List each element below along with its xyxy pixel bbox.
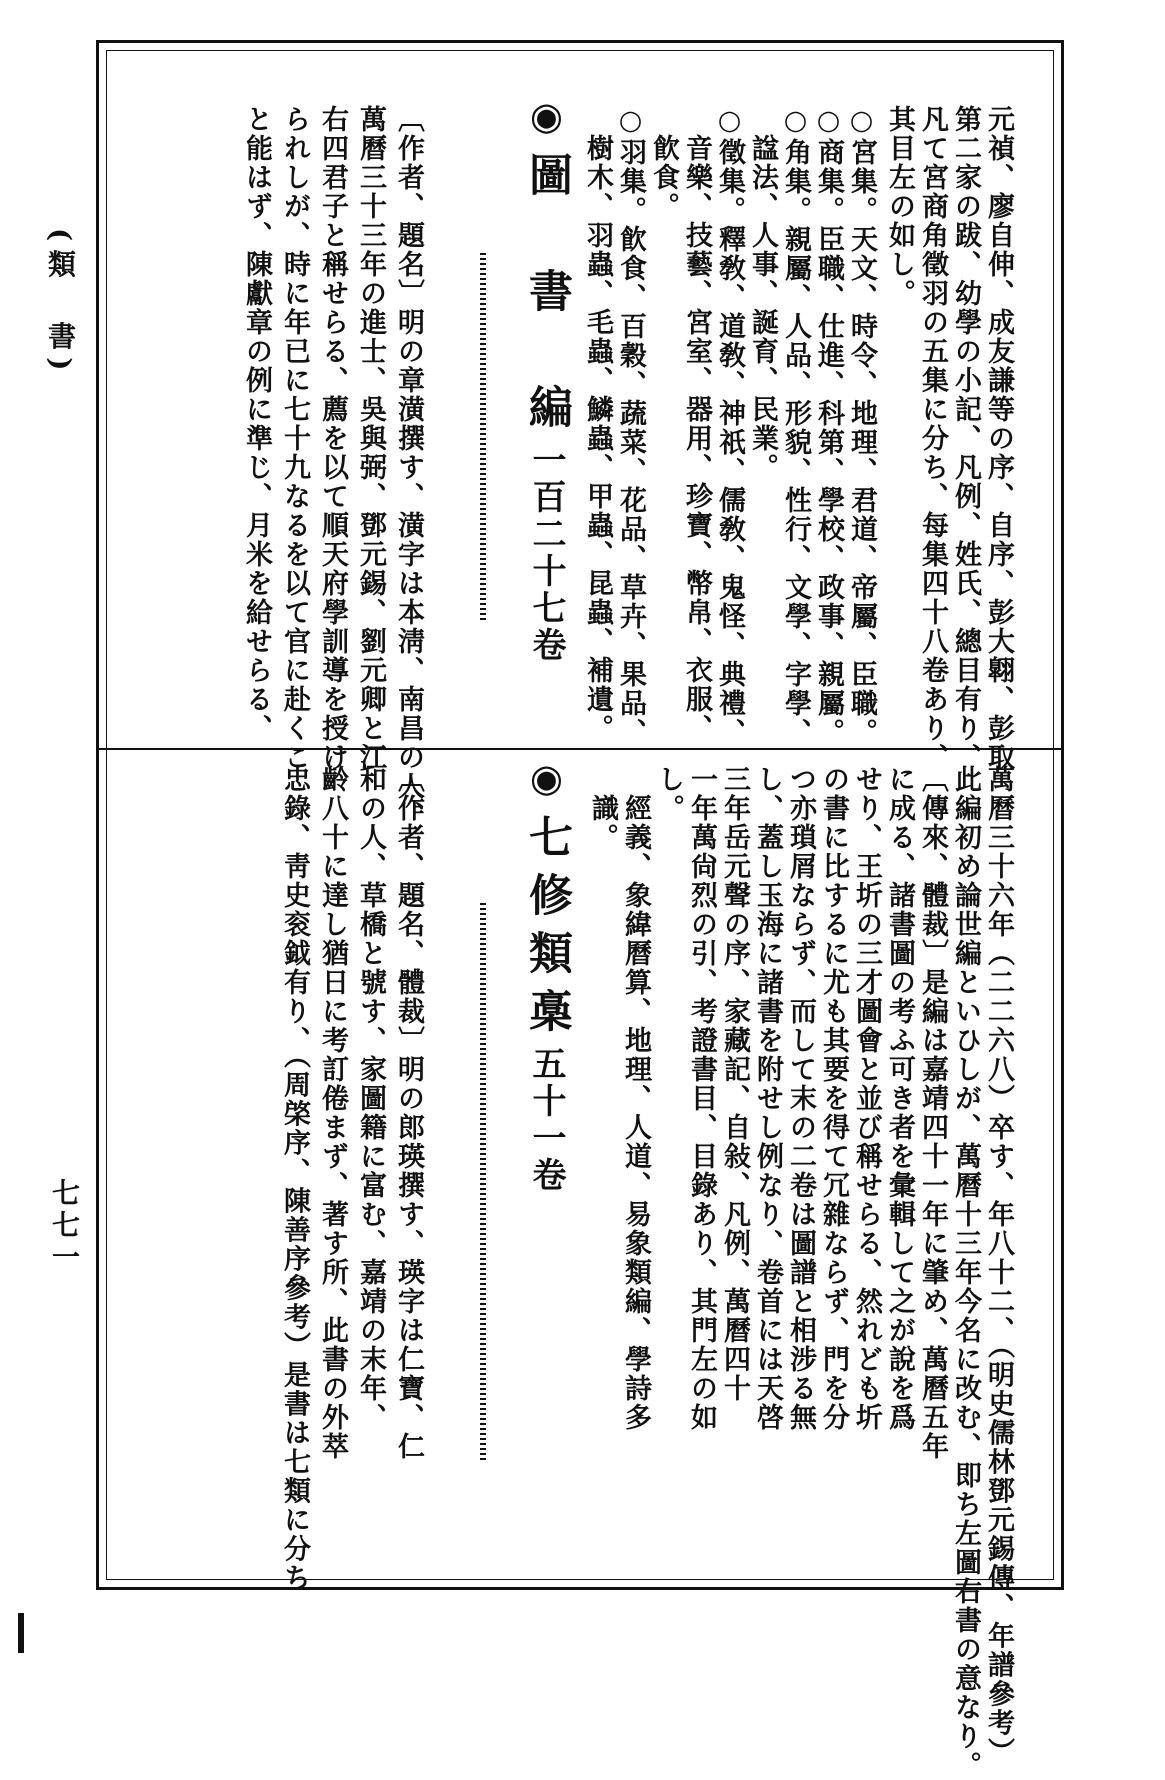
book-title-qixiu: 七修類槀 [521, 814, 572, 1046]
bottom-text-col-4: に成る、諸書圖の考ふ可き者を彙輯して之が說を爲 [884, 765, 915, 1432]
bottom-author-col-3: 齡八十に達し猶日に考訂倦まず、著す所、此書の外萃 [317, 765, 348, 1461]
bottom-text-col-6: の書に比するに尤も其要を得て冗雜ならず、門を分 [818, 765, 849, 1432]
top-author-col-4: られしが、時に年已に七十九なるを以て官に赴くこ [279, 105, 310, 772]
top-text-col-12: ○羽集。飮食、百穀、蔬菜、花品、草卉、果品、 [615, 105, 646, 747]
top-text-col-4: 其目左の如し。 [884, 105, 915, 308]
bottom-text-col-8: し、蓋し玉海に諸書を附せし例なり、卷首には天啓 [752, 765, 783, 1432]
book-volumes-tushu: 一百二十七卷 [526, 442, 566, 664]
bottom-author-col-1: 〔作者、題名、體裁〕明の郎瑛撰す、瑛字は仁寶、仁 [393, 765, 424, 1461]
bullet-mark: ◉ [524, 93, 569, 152]
bottom-text-col-10: 一年萬尙烈の引、考證書目、目錄あり、其門左の如 [686, 765, 717, 1432]
top-text-col-1: 元禎、廖自伸、成友謙等の序、自序、彭大翺、彭取 [983, 105, 1014, 772]
book-title-tushu: 圖 書 編 [521, 152, 572, 442]
bottom-text-col-7: つ亦瑣屑ならず、而して末の二卷は圖譜と相涉る無 [785, 765, 816, 1432]
top-text-col-6: ○商集。臣職、仕進、科第、學校、政事、親屬。 [813, 105, 844, 747]
bottom-text-col-9: 三年岳元聲の序、家藏記、自敍、凡例、萬曆四十 [719, 765, 750, 1403]
bottom-text-col-13: 識。 [587, 765, 618, 852]
top-author-col-5: と能はず、陳獻章の例に準じ、月米を給せらる、 [241, 105, 272, 743]
top-text-col-11: 飮食。 [648, 105, 679, 221]
top-text-col-10: 音樂、技藝、宮室、器用、珍寶、幣帛、衣服、 [681, 105, 712, 743]
top-author-col-1: 〔作者、題名〕明の章潢撰す、潢字は本淸、南昌の人、 [393, 105, 424, 830]
top-author-col-2: 萬曆三十三年の進士、吳與弼、鄧元錫、劉元卿と江 [355, 105, 386, 772]
margin-mark [18, 1613, 24, 1653]
bottom-text-col-1: 萬曆三十六年（二二六八）卒す、年八十二、（明史儒林鄧元錫傳、年譜參考） [983, 765, 1014, 1767]
bottom-author-col-2: 和の人、草橋と號す、家圖籍に富む、嘉靖の末年、 [355, 765, 386, 1432]
page-frame [96, 40, 1064, 1780]
bottom-text-col-3: 〔傳來、體裁〕是編は嘉靖四十一年に肇め、萬曆五年 [917, 765, 948, 1461]
book-volumes-qixiu: 五十一卷 [526, 1046, 566, 1194]
page-number: 七七一 [48, 1178, 81, 1274]
bottom-text-col-12: 經義、象緯曆算、地理、人道、易象類編、學詩多 [620, 765, 651, 1432]
top-text-col-3: 凡て宮商角徵羽の五集に分ち、每集四十八卷あり、 [917, 105, 948, 772]
top-text-col-7: ○角集。親屬、人品、形貌、性行、文學、字學、 [780, 105, 811, 747]
bottom-author-col-4: 忠錄、靑史衮鉞有り、（周棨序、陳善序參考）是書は七類に分ち [279, 765, 310, 1593]
bottom-text-col-11: し。 [653, 765, 684, 823]
bottom-text-col-2: 此編初め論世編といひしが、萬曆十三年今名に改む、即ち左圖右書の意なり。 [950, 765, 981, 1780]
bottom-text-col-5: せり、王圻の三才圖會と並び稱せらる、然れども圻 [851, 765, 882, 1432]
top-text-col-13: 樹木、羽蟲、毛蟲、鱗蟲、甲蟲、昆蟲、補遺。 [582, 105, 613, 743]
book-heading-qixiu [521, 755, 572, 1315]
top-text-col-5: ○宮集。天文、時令、地理、君道、帝屬、臣職。 [846, 105, 877, 747]
running-header: (類 書) [44, 228, 77, 379]
wavy-divider-top [480, 253, 486, 623]
top-text-col-9: ○徵集。釋敎、道敎、神祇、儒敎、鬼怪、典禮、 [714, 105, 745, 747]
bullet-mark: ◉ [524, 755, 569, 814]
top-author-col-3: 右四君子と稱せらる、薦を以て順天府學訓導を授け [317, 105, 348, 772]
wavy-divider-bottom [480, 903, 486, 1463]
top-text-col-2: 第二家の跋、幼學の小記、凡例、姓氏、總目有り、 [950, 105, 981, 772]
book-heading-tushu [521, 93, 572, 664]
top-text-col-8: 諡法、人事、誕育、民業。 [747, 105, 778, 482]
